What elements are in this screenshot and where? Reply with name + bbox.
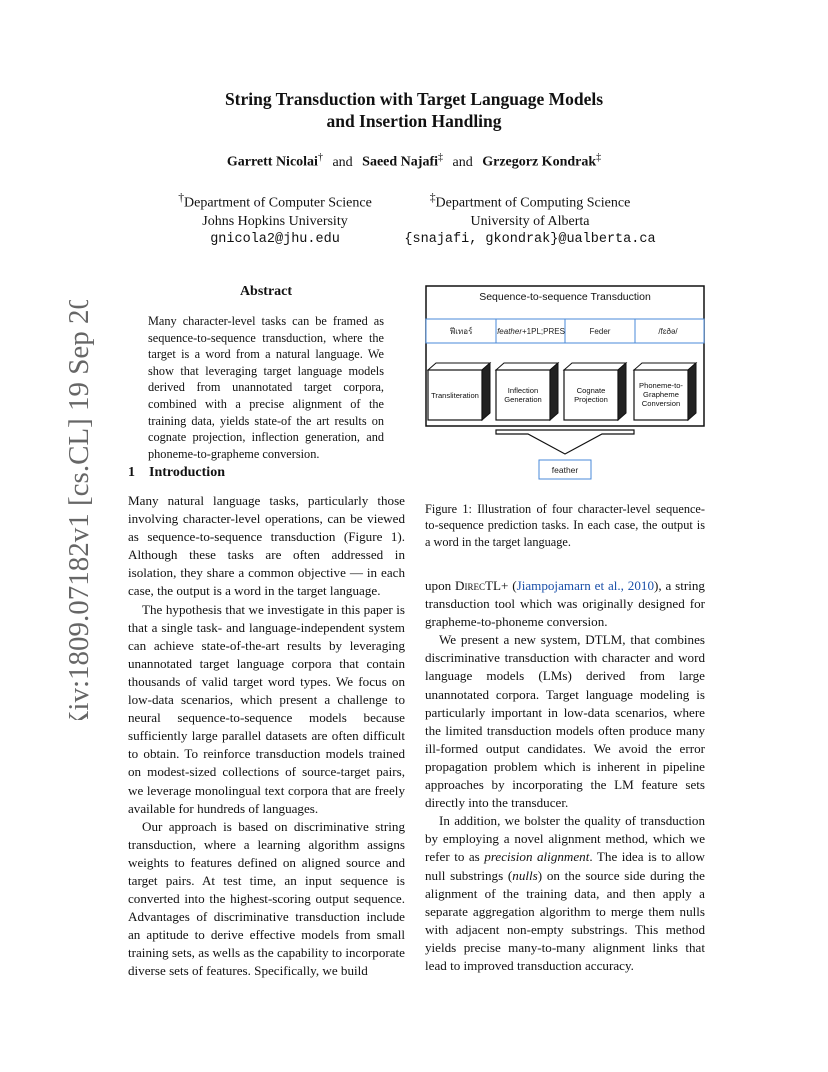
input-label: ฟีเทอร์ — [449, 327, 473, 336]
right-column — [425, 577, 705, 975]
task-label: Transliteration — [431, 391, 479, 400]
section-number: 1 — [128, 465, 135, 480]
paragraph: Our approach is based on discriminative string transduction, where a learning algorithm assigns weights to features defined on aligned source and target pairs. At test time, an input sequence is converted into the highest-scoring output sequence. Advantages of discriminative transduction include an aptitude to derive effective models from small training sets, as wells as the capability to incorporate diverse sets of features. Specifically, we build — [128, 818, 405, 979]
arxiv-stamp — [12, 300, 102, 720]
funnel-arrow — [496, 430, 634, 454]
task-label: Phoneme-to- — [639, 381, 683, 390]
task-label: Cognate — [576, 386, 606, 395]
arxiv-identifier — [12, 300, 102, 720]
author-mark: ‡ — [596, 152, 602, 163]
paragraph: Many natural language tasks, particularly those involving character-level operations, can be viewed as sequence-to-sequence transduction (Figure 1). Although these tasks are often addressed in isolation, they share a common objective — in each case, the output is a word in the target language. — [128, 493, 405, 599]
task-label: Conversion — [641, 399, 681, 408]
affiliation-institution: University of Alberta — [470, 213, 590, 229]
title-line-2: and Insertion Handling — [326, 111, 502, 131]
text-run: ) on the source side during the alignment of the training data, and then apply a separate aggregation algorithm to merge them nulls with adjacent non-empty substrings. This method yields precise many-to-many alignment links that lead to improved transduction accuracy. — [425, 867, 705, 973]
author-name: Grzegorz Kondrak — [482, 154, 597, 170]
task-block-transliteration — [428, 363, 490, 420]
affiliation-email[interactable]: {snajafi, gkondrak}@ualberta.ca — [404, 231, 656, 247]
input-label: feather+1PL;PRES — [497, 327, 565, 336]
section-title: Introduction — [149, 465, 225, 480]
task-label: Grapheme — [643, 390, 679, 399]
task-block-p2g — [634, 363, 696, 420]
paragraph: The hypothesis that we investigate in this paper is that a single task- and language-independent system can achieve state-of-the-art results by leveraging unannotated target language corpora that contain thousands of valid target word types. We focus on low-data scenarios, which present a challenge to neural sequence-to-sequence models because sufficiently large parallel datasets are often difficult to obtain. To reinforce transduction models trained on modest-sized collections of source-target pairs, we leverage monolingual text corpora that are freely available for hundreds of languages. — [128, 601, 405, 816]
system-name: DirecTL+ — [455, 578, 509, 593]
text-run: . The idea is to allow null substrings ( — [425, 849, 706, 883]
paragraph — [425, 812, 705, 975]
task-block-cognate — [564, 363, 626, 420]
citation-link[interactable]: Jiampojamarn et al., 2010 — [516, 578, 654, 593]
affiliation-mark: † — [178, 191, 185, 204]
emphasis: nulls — [512, 867, 538, 883]
author-list — [0, 152, 828, 171]
affiliation-mark: ‡ — [429, 191, 436, 204]
abstract-heading: Abstract — [239, 284, 293, 299]
paragraph: upon DirecTL+ (Jiampojamarn et al., 2010), a string transduction tool which was originally designed for grapheme-to-phoneme conversion. — [425, 578, 705, 630]
paragraph: We present a new system, DTLM, that combines discriminative transduction with character and word language models (LMs) derived from large unannotated corpora. Target language modeling is particularly important in low-data scenarios, where the limited transduction models often produce many ill-formed output candidates. We avoid the error propagation problem which is inherent in pipeline approaches by incorporating the LM feature sets directly into the transducer. — [425, 632, 705, 811]
abstract-body: Many character-level tasks can be framed as sequence-to-sequence transduction, where the target is a word from a natural language. We show that leveraging target language models derived from unannotated target corpora, combined with a precise alignment of the training data, yields state-of the art results on cognate projection, inflection generation, and phoneme-to-grapheme conversion. — [148, 314, 384, 461]
author-separator: and — [332, 154, 353, 170]
input-label: /fɛðə/ — [658, 327, 678, 336]
affiliation-department: Department of Computer Science — [184, 195, 372, 211]
task-label: Inflection — [507, 386, 539, 395]
author-name: Garrett Nicolai — [226, 154, 318, 170]
paper-title — [0, 88, 828, 132]
output-label: feather — [551, 465, 579, 475]
input-label: Feder — [589, 327, 611, 336]
text-run: In addition, we bolster the quality of transduction by employing a novel alignment method, which we refer to as — [425, 813, 705, 865]
affiliation-institution: Johns Hopkins University — [202, 213, 348, 229]
figure-caption: Figure 1: Illustration of four character-level sequence-to-sequence prediction tasks. In each case, the output is a word in the target language. — [425, 502, 705, 549]
affiliation-email[interactable]: gnicola2@jhu.edu — [210, 231, 340, 247]
title-line-1: String Transduction with Target Language Models — [224, 89, 604, 109]
task-label: Generation — [504, 395, 542, 404]
author-mark: † — [317, 152, 323, 163]
left-column — [128, 492, 405, 981]
emphasis: precision alignment — [484, 849, 590, 865]
text-run: upon — [425, 578, 456, 593]
text-run: ), a string transduction tool which was originally designed for grapheme-to-phoneme conversion. — [425, 578, 705, 630]
affiliation-jhu — [150, 189, 400, 249]
task-block-inflection — [496, 363, 558, 420]
arxiv-id-text: arXiv:1809.07182v1 [cs.CL] 19 Sep 2018 — [63, 300, 95, 720]
author-mark: ‡ — [438, 152, 443, 163]
affiliation-ualberta — [380, 189, 680, 249]
task-label: Projection — [574, 395, 608, 404]
section-heading — [128, 465, 225, 481]
author-separator: and — [452, 154, 473, 170]
figure-1-diagram — [412, 282, 716, 482]
author-name: Saeed Najafi — [362, 154, 438, 170]
affiliation-department: Department of Computing Science — [435, 195, 631, 211]
figure-box-title: Sequence-to-sequence Transduction — [479, 291, 651, 303]
